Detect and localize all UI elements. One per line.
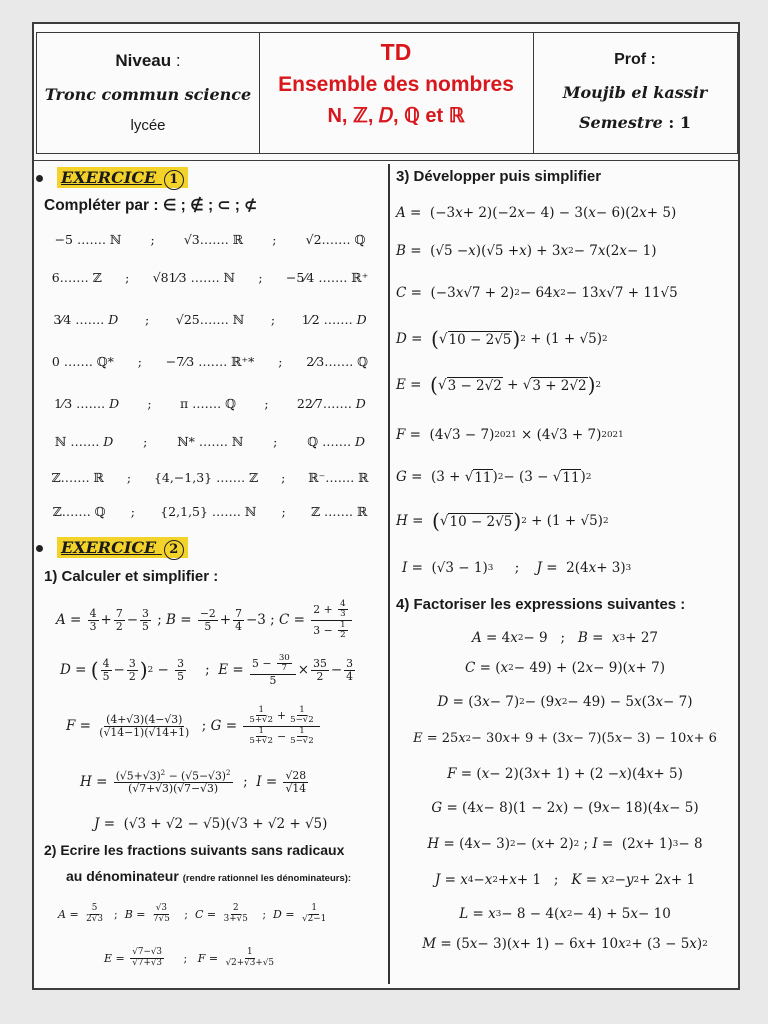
ex4-expr-g: G = (4 x − 8)(1 − 2 x ) − (9 x − 18)(4 x − 5) [431, 800, 699, 816]
column-separator [388, 164, 390, 984]
membership-item: ℝ⁻……. ℝ [308, 469, 369, 485]
level-label: Niveau : [115, 51, 181, 70]
semester: Semestre : 1 [578, 113, 692, 132]
membership-item: ℕ* ……. ℕ [177, 433, 244, 449]
membership-item: 6……. ℤ [51, 269, 102, 285]
membership-item: π ……. ℚ [179, 395, 236, 411]
membership-item: ℤ ……. ℝ [310, 503, 368, 519]
membership-item: 2⁄3……. ℚ [306, 353, 369, 369]
ex3-expr-d: D = ( √ 10 − 2√5 ) 2 + (1 + √5) 2 [396, 326, 608, 351]
membership-item: 3⁄4 ……. 𝐷 [53, 311, 119, 327]
separator: ; [264, 395, 269, 411]
ex3-expr-e: E = ( √ 3 − 2√2 + √ 3 + 2√2 ) 2 [396, 372, 602, 397]
membership-item: {4,−1,3} ……. ℤ [153, 469, 259, 485]
exercise-3-title: 3) Développer puis simplifier [396, 168, 602, 185]
membership-item: −5⁄4 ……. ℝ⁺ [285, 269, 369, 285]
ex4-expr-e: E = 25 x 2 − 30 x + 9 + (3 x − 7)(5 x − 3) − 10 x + 6 [413, 730, 717, 746]
membership-item: ℤ……. ℝ [51, 469, 104, 485]
ex3-expr-ij: I = (√3 − 1) 3 ; J = 2(4 x + 3) 3 [402, 560, 632, 576]
membership-row [40, 428, 380, 454]
ex2-q2-expr-ef: E = $\frac{√7-√3}{√7+√3}$ ; F = $\frac{1}{√2+√3+√5}$ [104, 946, 274, 968]
membership-item: √25……. ℕ [175, 311, 245, 327]
level-line2: lycée [130, 117, 166, 134]
ex4-expr-f: F = ( x − 2)(3 x + 1) + (2 − x )(4 x + 5) [447, 766, 683, 782]
ex4-expr-hi: H = (4 x − 3) 2 − ( x + 2) 2 ; I = (2 x + 1) 3 − 8 [427, 836, 703, 852]
ex4-expr-c: C = ( x 2 − 49) + (2 x − 9)( x + 7) [465, 660, 665, 676]
exercise-1-instruction: Compléter par : ∈ ; ∉ ; ⊂ ; ⊄ [44, 197, 258, 214]
ex2-expr-de: D = ( $\frac{4}{5}$ − $\frac{3}{2}$ ) 2 − $\frac{3}{5}$ ; E = 5 − $\frac{30}{7}$ 5 × $\frac{35}{2}$ − $\frac{3}{4}$ [60, 652, 354, 687]
header-table [36, 32, 738, 154]
header-teacher-cell [533, 33, 737, 153]
separator: ; [281, 503, 286, 519]
header-level-cell [37, 33, 260, 153]
membership-item: √3……. ℝ [183, 231, 244, 247]
bullet-icon [36, 545, 43, 552]
ex3-expr-c: C = (−3 x √7 + 2) 2 − 64 x 2 − 13 x √7 + 11√5 [396, 285, 678, 301]
header-separator [32, 160, 740, 161]
bullet-icon [36, 175, 43, 182]
separator: ; [281, 469, 286, 485]
ex3-expr-b: B = (√5 − x )(√5 + x ) + 3 x 2 − 7 x (2 x − 1) [396, 243, 657, 259]
separator: ; [137, 353, 142, 369]
membership-item: 1⁄2 ……. 𝐷 [301, 311, 367, 327]
separator: ; [273, 433, 278, 449]
separator: ; [150, 231, 155, 247]
membership-item: −7⁄3 ……. ℝ⁺* [165, 353, 255, 369]
membership-row [40, 464, 380, 490]
separator: ; [143, 433, 148, 449]
ex3-expr-g: G = (3 + √ 11 ) 2 − (3 − √ 11 ) 2 [396, 469, 592, 486]
exercise-2-q2: 2) Ecrire les fractions suivants sans radicaux [44, 842, 345, 858]
ex4-expr-l: L = x 3 − 8 − 4( x 2 − 4) + 5 x − 10 [459, 906, 671, 922]
membership-item: 22⁄7……. 𝐷 [296, 395, 366, 411]
exercise-2-heading: EXERCICE 2 [36, 538, 188, 560]
ex4-expr-d: D = (3 x − 7) 2 − (9 x 2 − 49) − 5 x (3 x − 7) [437, 694, 693, 710]
ex3-expr-h: H = ( √ 10 − 2√5 ) 2 + (1 + √5) 2 [396, 508, 609, 533]
ex3-expr-f: F = (4√3 − 7) 2021 × (4√3 + 7) 2021 [396, 427, 624, 443]
membership-item: √81⁄3 ……. ℕ [152, 269, 235, 285]
membership-row [40, 226, 380, 252]
membership-item: 0 ……. ℚ* [51, 353, 114, 369]
ex2-q2-expr-abcd: A = $\frac{5}{2√3}$ ; B = $\frac{√3}{7√5}$ ; C = $\frac{2}{3+√5}$ ; D = $\frac{1}{√2-1}$ [58, 902, 327, 924]
separator: ; [258, 269, 263, 285]
ex3-expr-a: A = (−3 x + 2)(−2 x − 4) − 3( x − 6)(2 x + 5) [396, 205, 677, 221]
ex2-expr-fg: F = $\frac{(4+√3)(4-√3)}{(√14-1)(√14+1)}$ ; G = $\frac{1}{5+√2}$ + $\frac{1}{5-√2}$ $\frac{1}{5+√2}$ − $\frac{1}{5-√2}$ [66, 700, 322, 752]
membership-item: {2,1,5} ……. ℕ [160, 503, 257, 519]
membership-item: ℤ……. ℚ [52, 503, 106, 519]
ex2-expr-abc: A = $\frac{4}{3}$ + $\frac{7}{2}$ − $\frac{3}{5}$ ; B = $\frac{-2}{5}$ + $\frac{7}{4}$ −3 ; C = 2 + $\frac{4}{3}$ 3 − $\frac{1}{2}$ [56, 596, 354, 644]
title-line2: N, ℤ, 𝐷, ℚ et ℝ [327, 105, 465, 127]
separator: ; [126, 469, 132, 485]
membership-item: √2……. ℚ [305, 231, 366, 247]
ex4-expr-m: M = (5 x − 3)( x + 1) − 6 x + 10 x 2 + (3 − 5 x ) 2 [422, 936, 708, 952]
exercise-4-title: 4) Factoriser les expressions suivantes : [396, 596, 686, 613]
prof-label: Prof : [614, 51, 656, 68]
header-title-cell [259, 33, 534, 153]
exercise-1-heading: EXERCICE 1 [36, 168, 188, 190]
membership-item: −5 ……. ℕ [54, 231, 122, 247]
ex4-expr-ab: A = 4 x 2 − 9 ; B = x 3 + 27 [471, 630, 659, 646]
exercise-2-q2-line2: au dénominateur (rendre rationnel les dénominateurs): [66, 868, 352, 884]
membership-item: ℕ ……. 𝐷 [54, 433, 114, 449]
membership-item: 1⁄3 ……. 𝐷 [54, 395, 120, 411]
separator: ; [130, 503, 136, 519]
ex2-expr-hi: H = $\frac{(√5+√3)^2 - (√5-√3)^2}{(√7+√3)(√7-√3)}$ ; I = $\frac{√28}{√14}$ [80, 767, 307, 796]
prof-name: Moujib el kassir [562, 83, 708, 102]
separator: ; [125, 269, 130, 285]
separator: ; [144, 311, 150, 327]
separator: ; [278, 353, 283, 369]
membership-item: ℚ ……. 𝐷 [307, 433, 366, 449]
separator: ; [147, 395, 152, 411]
title-line1: Ensemble des nombres [278, 73, 514, 96]
level-line1: Tronc commun science [44, 85, 252, 104]
separator: ; [272, 231, 277, 247]
membership-row [40, 264, 380, 290]
membership-row [40, 390, 380, 416]
ex2-expr-j: J = (√3 + √2 − √5)(√3 + √2 + √5) [94, 816, 328, 832]
membership-row [40, 348, 380, 374]
exercise-2-q1: 1) Calculer et simplifier : [44, 568, 219, 585]
membership-row [40, 306, 380, 332]
separator: ; [270, 311, 276, 327]
td-label: TD [380, 39, 412, 65]
membership-row [40, 498, 380, 524]
ex4-expr-jk: J = x 4 − x 2 + x + 1 ; K = x 2 − y 2 + 2 x + 1 [434, 872, 696, 888]
